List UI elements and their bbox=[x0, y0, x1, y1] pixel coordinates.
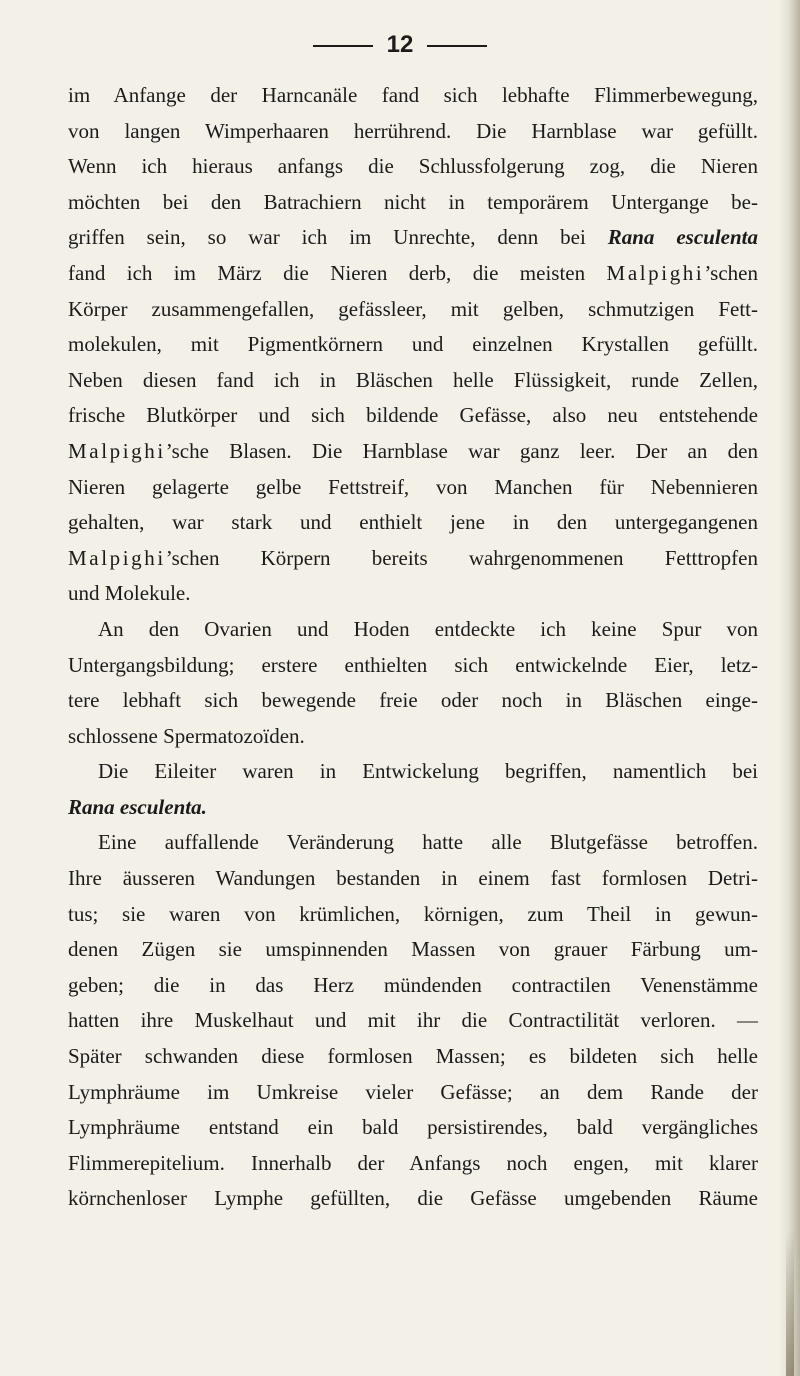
page-number: 12 bbox=[386, 31, 414, 58]
text-fragment: ’schen Körpern bereits wahrgenommenen Fetttropfen bbox=[165, 545, 758, 570]
text-line: hatten ihre Muskelhaut und mit ihr die Contractilität verloren. — bbox=[68, 1008, 758, 1033]
text-line: Lymphräume entstand ein bald persistirendes, bald vergängliches bbox=[68, 1115, 758, 1140]
text-line bbox=[68, 220, 758, 256]
text-line: Untergangsbildung; erstere enthielten sich entwickelnde Eier, letz- bbox=[68, 652, 758, 677]
text-line: Wenn ich hieraus anfangs die Schlussfolgerung zog, die Nieren bbox=[68, 154, 758, 179]
text-fragment: griffen sein, so war ich im Unrechte, denn bei bbox=[68, 225, 586, 250]
text-line: Die Eileiter waren in Entwickelung begriffen, namentlich bei bbox=[98, 759, 758, 784]
text-line bbox=[68, 790, 758, 826]
text-line: denen Zügen sie umspinnenden Massen von grauer Färbung um- bbox=[68, 937, 758, 962]
page-header bbox=[0, 30, 800, 60]
text-line: Lymphräume im Umkreise vieler Gefässe; an dem Rande der bbox=[68, 1079, 758, 1104]
text-line: tere lebhaft sich bewegende freie oder noch in Bläschen einge- bbox=[68, 688, 758, 713]
text-fragment: ’schen bbox=[704, 260, 758, 285]
species-name: Rana esculenta. bbox=[68, 794, 207, 819]
text-line: von langen Wimperhaaren herrührend. Die Harnblase war gefüllt. bbox=[68, 118, 758, 143]
page-edge-shadow bbox=[778, 0, 800, 1376]
text-line: und Molekule. bbox=[68, 581, 191, 606]
text-line: geben; die in das Herz mündenden contractilen Venenstämme bbox=[68, 972, 758, 997]
header-dash-right bbox=[427, 45, 487, 47]
author-name: Malpighi bbox=[68, 438, 166, 463]
text-line: schlossene Spermatozoïden. bbox=[68, 723, 305, 748]
text-line: gehalten, war stark und enthielt jene in den untergegangenen bbox=[68, 510, 758, 535]
text-line bbox=[68, 541, 758, 577]
text-line: Flimmerepitelium. Innerhalb der Anfangs noch engen, mit klarer bbox=[68, 1150, 758, 1175]
text-line: molekulen, mit Pigmentkörnern und einzelnen Krystallen gefüllt. bbox=[68, 332, 758, 357]
text-line: An den Ovarien und Hoden entdeckte ich keine Spur von bbox=[98, 616, 758, 641]
text-line: frische Blutkörper und sich bildende Gefässe, also neu entstehende bbox=[68, 403, 758, 428]
author-name: Malpighi bbox=[68, 545, 166, 570]
author-name: Malpighi bbox=[606, 260, 705, 285]
text-line bbox=[68, 256, 758, 292]
header-dash-left bbox=[313, 45, 373, 47]
text-fragment: ’sche Blasen. Die Harnblase war ganz leer. Der an den bbox=[165, 438, 758, 463]
text-line: Körper zusammengefallen, gefässleer, mit gelben, schmutzigen Fett- bbox=[68, 296, 758, 321]
text-line: Ihre äusseren Wandungen bestanden in einem fast formlosen Detri- bbox=[68, 866, 758, 891]
text-line: körnchenloser Lymphe gefüllten, die Gefässe umgebenden Räume bbox=[68, 1186, 758, 1211]
text-line: Eine auffallende Veränderung hatte alle Blutgefässe betroffen. bbox=[98, 830, 758, 855]
text-line: möchten bei den Batrachiern nicht in temporärem Untergange be- bbox=[68, 189, 758, 214]
species-name: Rana esculenta bbox=[607, 225, 758, 250]
text-line: Neben diesen fand ich in Bläschen helle Flüssigkeit, runde Zellen, bbox=[68, 367, 758, 392]
text-fragment: fand ich im März die Nieren derb, die meisten bbox=[68, 260, 586, 285]
text-line bbox=[68, 434, 758, 470]
text-line: Nieren gelagerte gelbe Fettstreif, von Manchen für Nebennieren bbox=[68, 474, 758, 499]
text-line: tus; sie waren von krümlichen, körnigen, zum Theil in gewun- bbox=[68, 901, 758, 926]
body-text bbox=[68, 78, 758, 1217]
text-line: im Anfange der Harncanäle fand sich lebhafte Flimmerbewegung, bbox=[68, 83, 758, 107]
text-line: Später schwanden diese formlosen Massen; es bildeten sich helle bbox=[68, 1044, 758, 1069]
